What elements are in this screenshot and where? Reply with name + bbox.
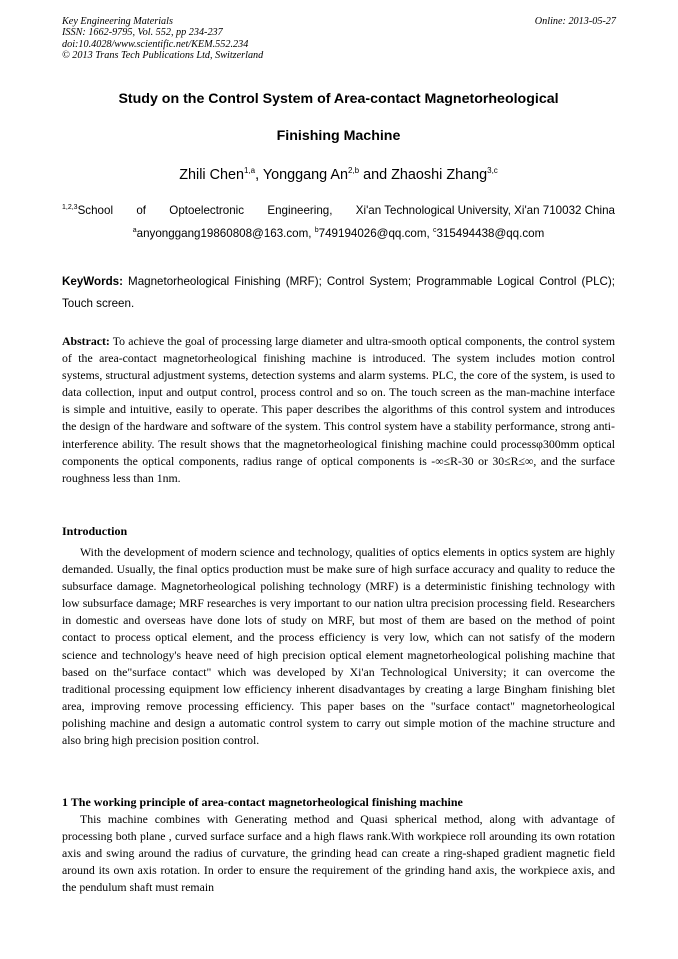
author-list bbox=[62, 167, 615, 183]
journal-header bbox=[62, 16, 263, 62]
keywords bbox=[62, 271, 615, 315]
section-1-heading: 1 The working principle of area-contact magnetorheological finishing machine bbox=[62, 795, 463, 809]
email-separator: , bbox=[426, 227, 433, 240]
abstract bbox=[62, 333, 615, 487]
author-name: Zhili Chen bbox=[179, 167, 244, 183]
affiliation-word: Xi'an Technological University, Xi'an 710032 China bbox=[355, 204, 615, 217]
introduction-heading: Introduction bbox=[62, 524, 128, 538]
email-mark: b bbox=[314, 227, 319, 234]
abstract-label: Abstract: bbox=[62, 334, 110, 348]
doi-line: doi:10.4028/www.scientific.net/KEM.552.234 bbox=[62, 38, 249, 50]
author-separator: , bbox=[255, 167, 263, 183]
author-affiliation-mark: 2,b bbox=[347, 166, 360, 175]
copyright-line: © 2013 Trans Tech Publications Ltd, Switzerland bbox=[62, 50, 264, 62]
affiliation-mark: 1,2,3 bbox=[62, 204, 78, 211]
paper-title-line-1: Study on the Control System of Area-contact Magnetorheological bbox=[118, 91, 559, 107]
keywords-text: Magnetorheological Finishing (MRF); Control System; Programmable Logical Control (PLC); Touch screen. bbox=[62, 275, 615, 310]
introduction-paragraph: With the development of modern science and technology, qualities of optics elements in optics system are highly demanded. Usually, the final optics production must be make sure of high surface accuracy and quality to reduce the subsurface damage. Magnetorheological polishing technology (MRF) is a deterministic finishing technology with low subsurface damage; MRF researches is very important to our nation ultra precision processing field. Researchers in domestic and overseas have done lots of study on MRF, but most of them are based on the method of point contact to process optical element, and the process efficiency is very low, which can not satisfy of the modern science and technology's heave need of high precision optical element magnetorheological polishing machine that based on the"surface contact" which was developed by Xi'an Technological University; it can overcome the traditional processing equipment low efficiency inherent disadvantages by creating a large Bingham finishing blet area, improving remove processing efficiency. This paper bases on the "surface contact" magnetorheological polishing machine and design a automatic control system to carry out simple motion of the machine structure and also bring high precision position control. bbox=[62, 545, 615, 748]
keywords-label: KeyWords: bbox=[62, 275, 123, 288]
email-mark: a bbox=[132, 227, 137, 234]
issn-line: ISSN: 1662-9795, Vol. 552, pp 234-237 bbox=[62, 27, 223, 39]
author-affiliation-mark: 3,c bbox=[487, 166, 498, 175]
online-date: Online: 2013-05-27 bbox=[534, 16, 616, 27]
section-1-paragraph: This machine combines with Generating method and Quasi spherical method, along with advantage of processing both plane , curved surface surface and a high flaws rank.With workpiece roll arounding its own rotation axis and swing around the radius of curvature, the grinding head can create a ring-shaped gradient magnetic field around its own axis rotation. In order to ensure the requirement of the grinding hand axis, the workpiece axis, and the pendulum shaft must remain bbox=[62, 812, 615, 895]
author-affiliation-mark: 1,a bbox=[244, 166, 256, 175]
journal-name: Key Engineering Materials bbox=[62, 16, 173, 27]
affiliation-word: Optoelectronic bbox=[169, 204, 245, 217]
affiliation-word: of bbox=[136, 204, 146, 217]
author-name: Yonggang An bbox=[262, 167, 348, 183]
email-address: 749194026@qq.com bbox=[318, 227, 427, 240]
email-address: 315494438@qq.com bbox=[436, 227, 545, 240]
abstract-text: To achieve the goal of processing large diameter and ultra-smooth optical components, the control system of the area-contact magnetorheological finishing machine is introduced. The system includes motion control systems, structural adjustment systems, detection systems and alarm systems. PLC, the core of the system, is used to data collection, input and output control, process control and so on. The touch screen as the man-machine interface is simple and intuitive, easily to operate. This paper describes the algorithms of this control system and introduces the design of the hardware and software of the system. This control system have a stability performance, strong anti-interference ability. The result shows that the magnetorheological finishing machine could processφ300mm optical components the optical components, radius range of optical components is -∞≤R-30 or 30≤R≤∞, and the surface roughness less than 1nm. bbox=[62, 334, 615, 485]
author-name: Zhaoshi Zhang bbox=[391, 167, 488, 183]
email-address: anyonggang19860808@163.com bbox=[136, 227, 309, 240]
email-mark: c bbox=[432, 227, 437, 234]
author-separator: and bbox=[359, 167, 392, 183]
email-separator: , bbox=[308, 227, 315, 240]
affiliation bbox=[62, 204, 615, 217]
author-emails bbox=[62, 227, 615, 240]
affiliation-word: $^{1,2,3}$School bbox=[62, 204, 114, 217]
affiliation-word: Engineering, bbox=[267, 204, 333, 217]
paper-title-line-2: Finishing Machine bbox=[276, 128, 401, 144]
